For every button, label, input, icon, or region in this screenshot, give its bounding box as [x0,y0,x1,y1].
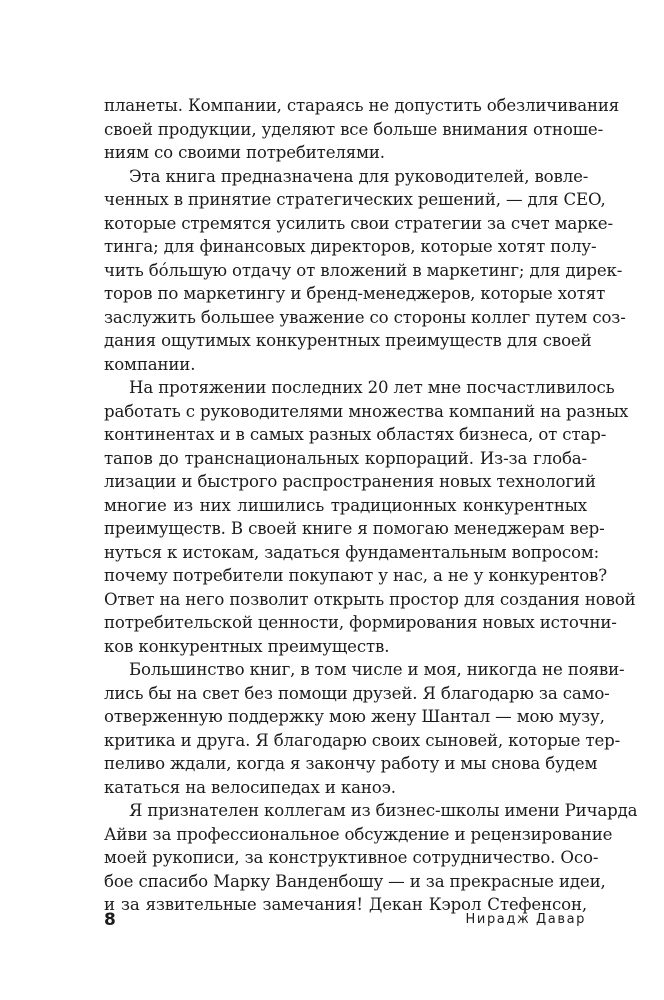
text-line: лись бы на свет без помощи друзей. Я благодарю за само- [104,683,610,703]
paragraph [104,165,626,377]
text-line: потребительской ценности, формирования новых источни- [104,613,617,632]
text-line: кататься на велосипедах и каноэ. [104,777,396,797]
text-line: и за язвительные замечания! Декан Кэрол Стефенсон, [104,895,587,914]
text-line: торов по маркетингу и бренд-менеджеров, которые хотят [104,284,606,303]
text-line: континентах и в самых разных областях бизнеса, от стар- [104,425,607,444]
text-line: которые стремятся усилить свои стратегии за счет марке- [104,213,613,233]
text-line: чить бóльшую отдачу от вложений в маркетинг; для дирек- [104,260,623,280]
text-line: дания ощутимых конкурентных преимуществ для своей [104,331,592,350]
text-line: Ответ на него позволит открыть простор для создания новой [104,589,636,609]
text-line: лизации и быстрого распространения новых технологий [104,472,596,491]
text-line: заслужить большее уважение со стороны коллег путем соз- [104,307,626,327]
text-line: отверженную поддержку мою жену Шантал — мою музу, [104,707,605,726]
text-line: критика и друга. Я благодарю своих сыновей, которые тер- [104,730,621,750]
text-line: Эта книга предназначена для руководителей, вовле- [129,166,589,186]
running-footer-author: Нирадж Давар [465,912,586,927]
text-line: Айви за профессиональное обсуждение и рецензирование [104,824,613,844]
text-line: моей рукописи, за конструктивное сотрудничество. Осо- [104,848,599,867]
text-line: своей продукции, уделяют все больше внимания отноше- [104,119,604,139]
paragraph [104,799,638,917]
text-line: многие из них лишились традиционных конкурентных [104,495,587,515]
text-line: тапов до транснациональных корпораций. Из-за глоба- [104,448,587,468]
text-line: планеты. Компании, стараясь не допустить обезличивания [104,96,620,115]
text-line: пеливо ждали, когда я закончу работу и мы снова будем [104,754,598,773]
text-line: нуться к истокам, задаться фундаментальным вопросом: [104,542,600,562]
text-line: Я признателен коллегам из бизнес-школы имени Ричарда [129,801,638,820]
text-line: тинга; для финансовых директоров, которые хотят полу- [104,237,597,256]
text-line: компании. [104,354,196,374]
text-line: На протяжении последних 20 лет мне посчастливилось [129,378,615,397]
text-line: работать с руководителями множества компаний на разных [104,401,629,421]
paragraph [104,658,625,799]
text-line: бое спасибо Марку Ванденбошу — и за прекрасные идеи, [104,871,606,891]
text-line: почему потребители покупают у нас, а не у конкурентов? [104,566,607,585]
text-line: ниям со своими потребителями. [104,143,385,162]
text-line: Большинство книг, в том числе и моя, никогда не появи- [129,660,625,679]
text-line: ченных в принятие стратегических решений, — для CEO, [104,190,606,209]
page-number: 8 [104,910,116,930]
text-line: преимуществ. В своей книге я помогаю менеджерам вер- [104,519,605,538]
text-line: ков конкурентных преимуществ. [104,636,390,656]
paragraph [104,94,620,165]
paragraph [104,376,636,658]
body-text [104,94,638,917]
